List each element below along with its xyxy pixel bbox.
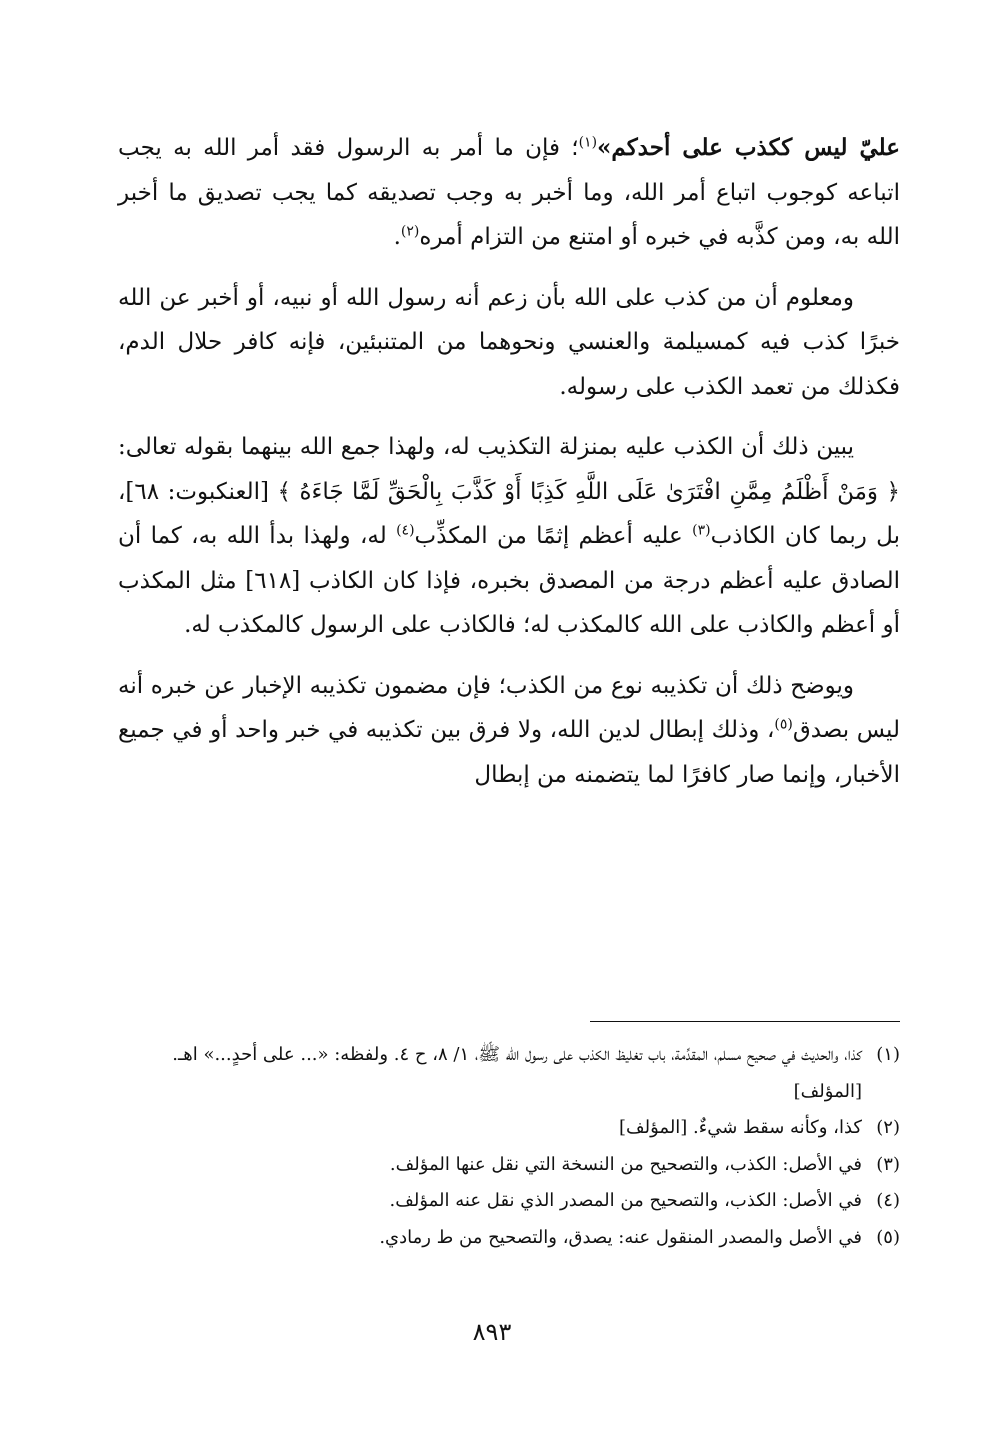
paragraph-1-text: ؛ فإن ما أمر به الرسول فقد أمر الله به يجب اتباعه كوجوب اتباع أمر الله، وما أخبر به وجب تصديقه كما يجب تصديق ما أخبر الله به، ومن كذَّبه في خبره أو امتنع من التزام أمره <box>118 135 900 250</box>
footnote-3 <box>160 1147 900 1184</box>
paragraph-3 <box>118 425 900 648</box>
footnote-text: كذا، والحديث في صحيح مسلم، المقدِّمة، باب تغليظ الكذب على رسول الله ﷺ، ١/ ٨، ح ٤. ولفظه: «... على أحدٍ...» اهـ. [المؤلف] <box>172 1044 862 1102</box>
footnote-5 <box>160 1220 900 1257</box>
quran-verse: ﴿ وَمَنْ أَظْلَمُ مِمَّنِ افْتَرَىٰ عَلَى اللَّهِ كَذِبًا أَوْ كَذَّبَ بِالْحَقِّ لَمَّا جَاءَهُ ﴾ <box>277 478 900 505</box>
footnote-number: (٣) <box>876 1153 900 1175</box>
paragraph-1 <box>118 126 900 260</box>
footnote-ref-1: (١) <box>578 134 598 151</box>
footnotes <box>160 1037 900 1256</box>
hadith-quote: عليّ ليس ككذب على أحدكم» <box>597 134 900 161</box>
paragraph-4-lead: ويوضح ذلك أن تكذيبه نوع من الكذب؛ فإن مضمون تكذيبه الإخبار عن خبره أنه ليس بصدق <box>118 672 900 743</box>
footnote-ref-2: (٢) <box>400 223 420 240</box>
verse-reference: [العنكبوت: ٦٨]، بل ربما كان الكاذب <box>118 478 901 549</box>
footnote-number: (٤) <box>876 1190 900 1211</box>
footnote-1 <box>160 1037 900 1110</box>
footnote-2 <box>160 1110 900 1147</box>
footnote-ref-3: (٣) <box>692 522 711 539</box>
paragraph-4 <box>118 664 900 798</box>
footnote-text: في الأصل: الكذب، والتصحيح من المصدر الذي نقل عنه المؤلف. <box>389 1190 862 1211</box>
paragraph-3-lead: يبين ذلك أن الكذب عليه بمنزلة التكذيب له، ولهذا جمع الله بينهما بقوله تعالى: <box>118 434 854 460</box>
paragraph-4-rest: ، وذلك إبطال لدين الله، ولا فرق بين تكذيبه في خبر واحد أو في جميع الأخبار، وإنما صار كافرًا لما يتضمنه من إبطال <box>118 717 900 788</box>
footnote-divider <box>590 1021 900 1022</box>
footnote-number: (٥) <box>876 1226 900 1248</box>
paragraph-2: ومعلوم أن من كذب على الله بأن زعم أنه رسول الله أو نبيه، أو أخبر عن الله خبرًا كذب فيه كمسيلمة والعنسي ونحوهما من المتنبئين، فإنه كافر حلال الدم، فكذلك من تعمد الكذب على رسوله. <box>118 284 900 400</box>
paragraph-3-mid: عليه أعظم إثمًا من المكذِّب <box>414 523 693 549</box>
footnote-number: (١) <box>876 1044 900 1065</box>
footnote-text: كذا، وكأنه سقط شيءٌ. [المؤلف] <box>618 1117 862 1138</box>
footnote-ref-5: (٥) <box>774 716 793 733</box>
paragraph-1-end: . <box>393 224 401 250</box>
footnote-text: في الأصل والمصدر المنقول عنه: يصدق، والتصحيح من ط رمادي. <box>379 1226 862 1248</box>
page-number: ٨٩٣ <box>472 1318 512 1346</box>
footnote-text: في الأصل: الكذب، والتصحيح من النسخة التي نقل عنها المؤلف. <box>389 1153 862 1175</box>
paragraph-3-rest: له، ولهذا بدأ الله به، كما أن الصادق عليه أعظم درجة من المصدق بخبره، فإذا كان الكاذب [٦١٨] مثل المكذب أو أعظم والكاذب على الله كالمكذب له؛ فالكاذب على الرسول كالمكذب له. <box>118 523 900 638</box>
main-text <box>118 126 900 813</box>
footnote-ref-4: (٤) <box>396 522 415 539</box>
footnote-4 <box>160 1183 900 1220</box>
footnote-number: (٢) <box>876 1117 900 1138</box>
